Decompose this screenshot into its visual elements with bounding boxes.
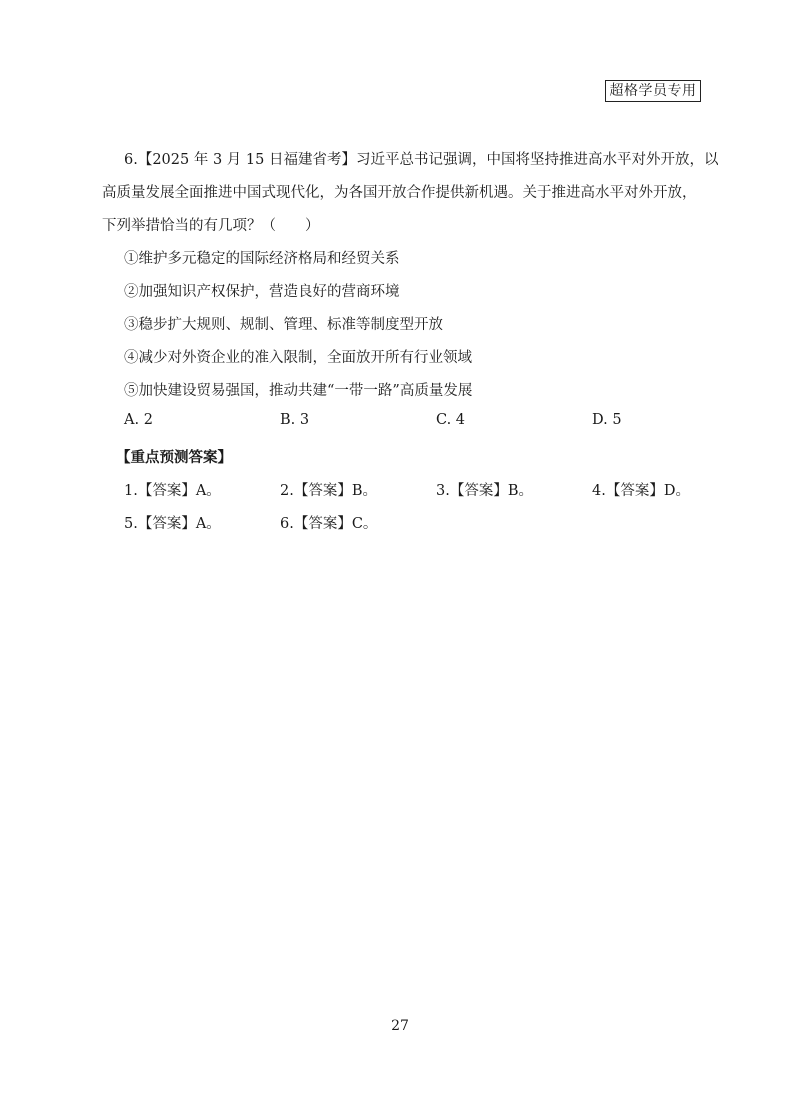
option-d: D. 5 <box>592 412 622 428</box>
question-line-3: 下列举措恰当的有几项？（ ） <box>102 218 320 234</box>
question-item-1: ①维护多元稳定的国际经济格局和经贸关系 <box>124 251 400 267</box>
option-a: A. 2 <box>124 412 153 428</box>
answers-title: 【重点预测答案】 <box>116 449 232 466</box>
answer-item: 6.【答案】C。 <box>280 516 378 532</box>
question-item-4: ④减少对外资企业的准入限制，全面放开所有行业领域 <box>124 350 472 366</box>
answer-item: 3.【答案】B。 <box>436 483 533 499</box>
question-line-1: 6.【2025 年 3 月 15 日福建省考】习近平总书记强调，中国将坚持推进高水平对外开放，以 <box>124 152 719 168</box>
answer-item: 2.【答案】B。 <box>280 483 377 499</box>
question-line-2: 高质量发展全面推进中国式现代化，为各国开放合作提供新机遇。关于推进高水平对外开放， <box>102 185 697 201</box>
question-item-3: ③稳步扩大规则、规制、管理、标准等制度型开放 <box>124 317 443 333</box>
option-c: C. 4 <box>436 412 466 428</box>
question-item-5: ⑤加快建设贸易强国，推动共建“一带一路”高质量发展 <box>124 383 473 399</box>
option-b: B. 3 <box>280 412 310 428</box>
answer-item: 5.【答案】A。 <box>124 516 221 532</box>
question-item-2: ②加强知识产权保护，营造良好的营商环境 <box>124 284 400 300</box>
header-badge: 超格学员专用 <box>605 80 701 102</box>
page-number: 27 <box>391 1018 409 1034</box>
answer-item: 4.【答案】D。 <box>592 483 690 499</box>
answer-item: 1.【答案】A。 <box>124 483 221 499</box>
